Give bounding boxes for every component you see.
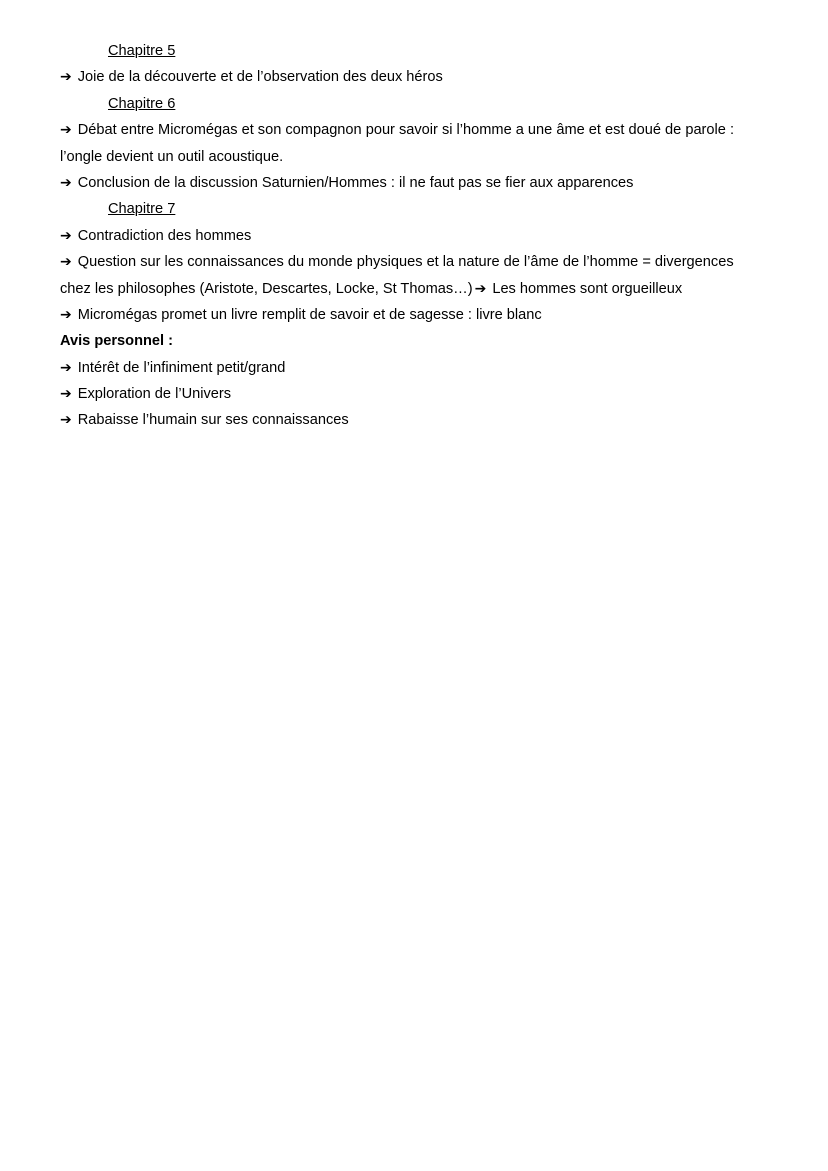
list-item-text: Débat entre Micromégas et son compagnon pour savoir si l’homme a une âme et est doué de parole : bbox=[77, 122, 735, 139]
avis-personnel-heading: Avis personnel : bbox=[60, 333, 173, 350]
list-item bbox=[60, 64, 788, 90]
list-item-text: Rabaisse l’humain sur ses connaissances bbox=[77, 412, 349, 429]
list-item-text: Intérêt de l’infiniment petit/grand bbox=[77, 359, 286, 376]
list-item bbox=[60, 381, 788, 407]
list-item-continuation bbox=[60, 276, 788, 302]
list-item bbox=[60, 302, 788, 328]
arrow-icon: ➔ bbox=[60, 122, 72, 139]
list-item bbox=[60, 355, 788, 381]
arrow-icon: ➔ bbox=[60, 359, 72, 376]
chapter-7-heading: Chapitre 7 bbox=[108, 201, 176, 218]
list-item-text: Micromégas promet un livre remplit de savoir et de sagesse : livre blanc bbox=[77, 306, 542, 323]
arrow-icon: ➔ bbox=[60, 386, 72, 403]
arrow-icon: ➔ bbox=[60, 306, 72, 323]
list-item bbox=[60, 117, 788, 143]
list-item bbox=[60, 249, 788, 275]
list-item-text: Question sur les connaissances du monde physiques et la nature de l’âme de l’homme = divergences bbox=[77, 254, 734, 271]
arrow-icon: ➔ bbox=[474, 280, 487, 297]
list-item-continuation: l’ongle devient un outil acoustique. bbox=[60, 148, 284, 165]
chapter-5-heading: Chapitre 5 bbox=[108, 43, 176, 59]
list-item-text: Les hommes sont orgueilleux bbox=[492, 280, 683, 297]
list-item bbox=[60, 223, 788, 249]
arrow-icon: ➔ bbox=[60, 254, 72, 271]
list-item-text: Exploration de l’Univers bbox=[77, 386, 232, 403]
arrow-icon: ➔ bbox=[60, 227, 72, 244]
list-item-text: Joie de la découverte et de l’observation des deux héros bbox=[77, 69, 443, 86]
list-item-text: Contradiction des hommes bbox=[77, 227, 252, 244]
list-item-text: chez les philosophes (Aristote, Descartes, Locke, St Thomas…) bbox=[60, 280, 473, 297]
arrow-icon: ➔ bbox=[60, 412, 72, 429]
list-item-text: Conclusion de la discussion Saturnien/Hommes : il ne faut pas se fier aux apparences bbox=[77, 174, 634, 191]
arrow-icon: ➔ bbox=[60, 69, 72, 86]
list-item bbox=[60, 407, 788, 433]
chapter-6-heading: Chapitre 6 bbox=[108, 95, 176, 112]
list-item bbox=[60, 170, 788, 196]
arrow-icon: ➔ bbox=[60, 174, 72, 191]
